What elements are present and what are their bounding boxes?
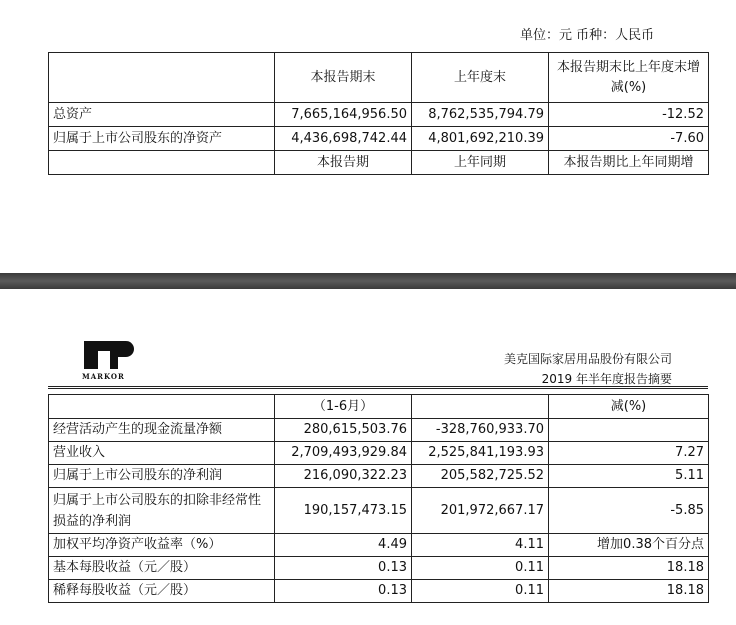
row-label: 营业收入 bbox=[49, 442, 275, 465]
value-cell: 201,972,667.17 bbox=[412, 488, 549, 534]
header-cell: 本报告期比上年同期增 bbox=[549, 151, 709, 175]
value-cell: 18.18 bbox=[549, 580, 709, 603]
report-title: 2019 年半年度报告摘要 bbox=[541, 372, 672, 386]
header-cell: 减(%) bbox=[549, 395, 709, 419]
value-cell: 7,665,164,956.50 bbox=[275, 103, 412, 127]
value-cell: 0.11 bbox=[412, 557, 549, 580]
value-cell: 216,090,322.23 bbox=[275, 465, 412, 488]
logo-wordmark: MARKOR bbox=[82, 372, 125, 381]
markor-logo bbox=[82, 339, 138, 385]
header-cell: （1-6月） bbox=[275, 395, 412, 419]
row-label: 基本每股收益（元／股） bbox=[49, 557, 275, 580]
header-rule bbox=[48, 386, 708, 387]
value-cell: 2,709,493,929.84 bbox=[275, 442, 412, 465]
value-cell: -12.52 bbox=[549, 103, 709, 127]
value-cell: -7.60 bbox=[549, 127, 709, 151]
table-subheader-row bbox=[49, 151, 709, 175]
header-cell: 本报告期 bbox=[275, 151, 412, 175]
header-cell bbox=[49, 53, 275, 103]
table-row bbox=[49, 580, 709, 603]
row-label: 经营活动产生的现金流量净额 bbox=[49, 419, 275, 442]
value-cell: 增加0.38个百分点 bbox=[549, 534, 709, 557]
row-label: 总资产 bbox=[49, 103, 275, 127]
header-cell: 本报告期末 bbox=[275, 53, 412, 103]
value-cell: 5.11 bbox=[549, 465, 709, 488]
table-row bbox=[49, 534, 709, 557]
value-cell: 4,436,698,742.44 bbox=[275, 127, 412, 151]
value-cell: 0.11 bbox=[412, 580, 549, 603]
income-table bbox=[48, 394, 709, 603]
row-label: 归属于上市公司股东的净资产 bbox=[49, 127, 275, 151]
value-cell: 0.13 bbox=[275, 580, 412, 603]
page-break-divider bbox=[0, 273, 736, 289]
value-cell: 205,582,725.52 bbox=[412, 465, 549, 488]
value-cell: 18.18 bbox=[549, 557, 709, 580]
value-cell: 190,157,473.15 bbox=[275, 488, 412, 534]
header-cell bbox=[412, 395, 549, 419]
table-header-row bbox=[49, 53, 709, 103]
row-label: 稀释每股收益（元／股） bbox=[49, 580, 275, 603]
table-row bbox=[49, 488, 709, 534]
value-cell: 2,525,841,193.93 bbox=[412, 442, 549, 465]
value-cell: 4.49 bbox=[275, 534, 412, 557]
value-cell: 280,615,503.76 bbox=[275, 419, 412, 442]
value-cell: 8,762,535,794.79 bbox=[412, 103, 549, 127]
balance-table bbox=[48, 52, 709, 175]
header-cell bbox=[49, 395, 275, 419]
header-cell: 上年同期 bbox=[412, 151, 549, 175]
table-row bbox=[49, 465, 709, 488]
row-label: 归属于上市公司股东的扣除非经常性损益的净利润 bbox=[49, 488, 275, 534]
value-cell: 4.11 bbox=[412, 534, 549, 557]
table-header-row bbox=[49, 395, 709, 419]
header-cell: 上年度末 bbox=[412, 53, 549, 103]
table-row bbox=[49, 103, 709, 127]
value-cell: 0.13 bbox=[275, 557, 412, 580]
markor-logo-mark-icon bbox=[82, 339, 138, 371]
unit-currency-note: 单位：元 币种：人民币 bbox=[520, 28, 655, 43]
value-cell: 4,801,692,210.39 bbox=[412, 127, 549, 151]
table-row bbox=[49, 557, 709, 580]
header-rule bbox=[48, 388, 708, 389]
table-row bbox=[49, 419, 709, 442]
row-label: 归属于上市公司股东的净利润 bbox=[49, 465, 275, 488]
value-cell bbox=[549, 419, 709, 442]
header-cell: 本报告期末比上年度末增减(%) bbox=[549, 53, 709, 103]
value-cell: -328,760,933.70 bbox=[412, 419, 549, 442]
company-name: 美克国际家居用品股份有限公司 bbox=[503, 352, 672, 366]
value-cell: -5.85 bbox=[549, 488, 709, 534]
header-cell bbox=[49, 151, 275, 175]
row-label: 加权平均净资产收益率（%） bbox=[49, 534, 275, 557]
value-cell: 7.27 bbox=[549, 442, 709, 465]
table-row bbox=[49, 442, 709, 465]
table-row bbox=[49, 127, 709, 151]
